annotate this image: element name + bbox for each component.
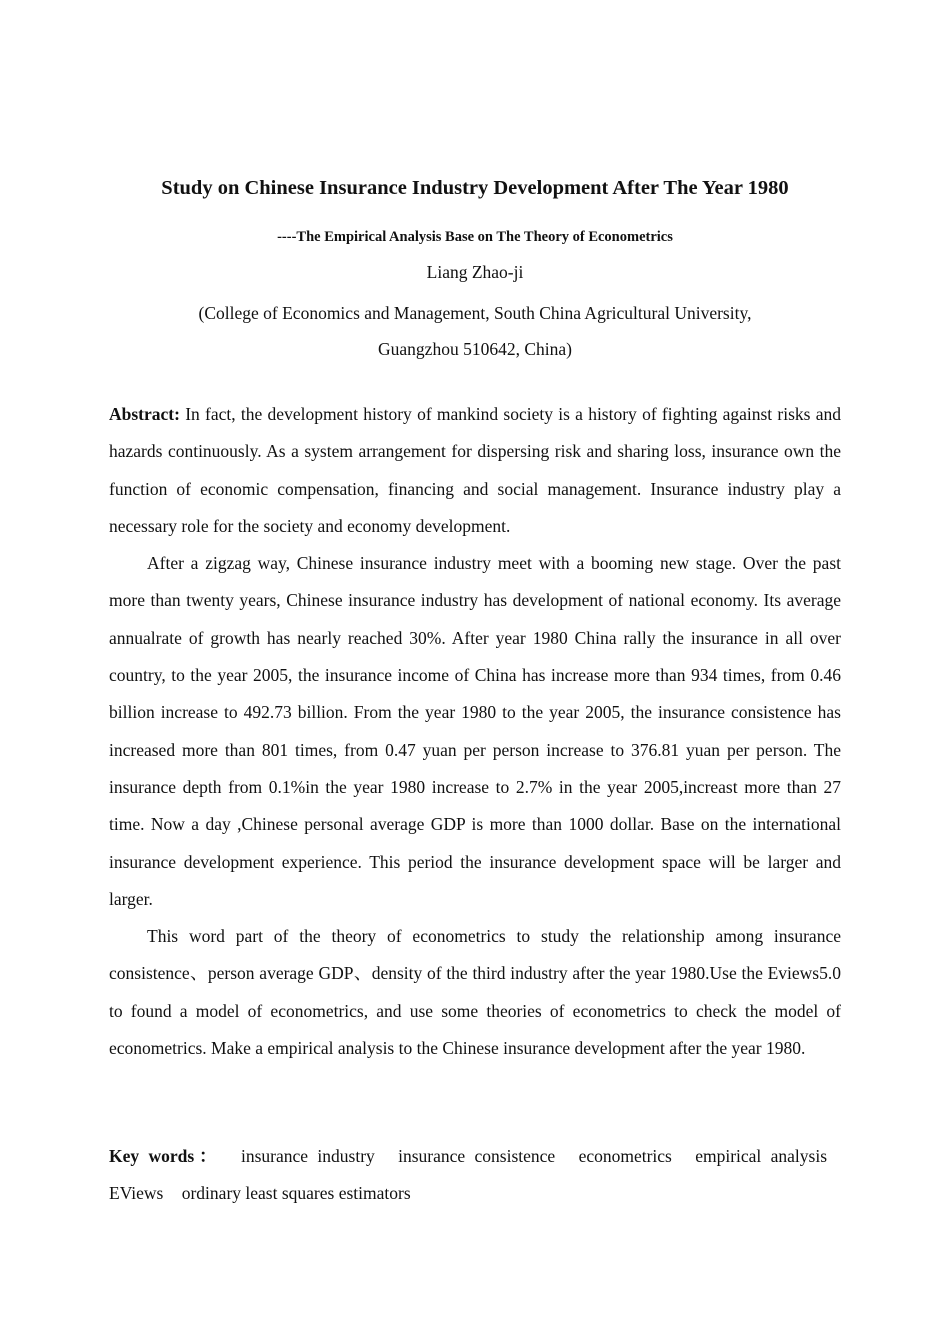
keyword-item: empirical analysis [695,1146,828,1166]
abstract-paragraph-2: After a zigzag way, Chinese insurance industry meet with a booming new stage. Over the past more than twenty years, Chinese insurance industry has development of national economy. Its average annualrate of growth has nearly reached 30%. After year 1980 China rally the insurance in all over country, to the year 2005, the insurance income of China has increase more than 934 times, from 0.46 billion increase to 492.73 billion. From the year 1980 to the year 2005, the insurance consistence has increased more than 801 times, from 0.47 yuan per person increase to 376.81 yuan per person. The insurance depth from 0.1%in the year 1980 increase to 2.7% in the year 2005,increast more than 27 time. Now a day ,Chinese personal average GDP is more than 1000 dollar. Base on the international insurance development experience. This period the insurance development space will be larger and larger. [109,553,841,909]
affiliation-line-2: Guangzhou 510642, China) [378,339,572,359]
author-name: Liang Zhao-ji [426,262,524,282]
keyword-item: insurance consistence [398,1146,556,1166]
keywords-label: Key words： [109,1146,222,1166]
keyword-item: EViews [109,1183,164,1203]
abstract-paragraph-3: This word part of the theory of econometrics to study the relationship among insurance consistence、person average GDP、density of the third industry after the year 1980.Use the Eviews5.0 to found a model of econometrics, and use some theories of econometrics to check the model of econometrics. Make a empirical analysis to the Chinese insurance development after the year 1980. [109,926,841,1059]
abstract-label: Abstract: [109,404,180,424]
abstract-paragraph-1-text: In fact, the development history of mankind society is a history of fighting against risks and hazards continuously. As a system arrangement for dispersing risk and sharing loss, insurance own the function of economic compensation, financing and social management. Insurance industry play a necessary role for the society and economy development. [109,404,841,536]
paper-title: Study on Chinese Insurance Industry Development After The Year 1980 [161,177,789,199]
keywords-section [109,1138,841,1212]
abstract-section [109,396,841,1067]
keyword-item: ordinary least squares estimators [181,1183,411,1203]
keyword-item: econometrics [578,1146,672,1166]
keyword-item: insurance industry [241,1146,375,1166]
abstract-paragraph-1 [109,396,841,545]
paper-subtitle: ----The Empirical Analysis Base on The Theory of Econometrics [277,229,673,245]
affiliation-line-1: (College of Economics and Management, South China Agricultural University, [198,303,752,323]
author-affiliation [109,295,841,367]
